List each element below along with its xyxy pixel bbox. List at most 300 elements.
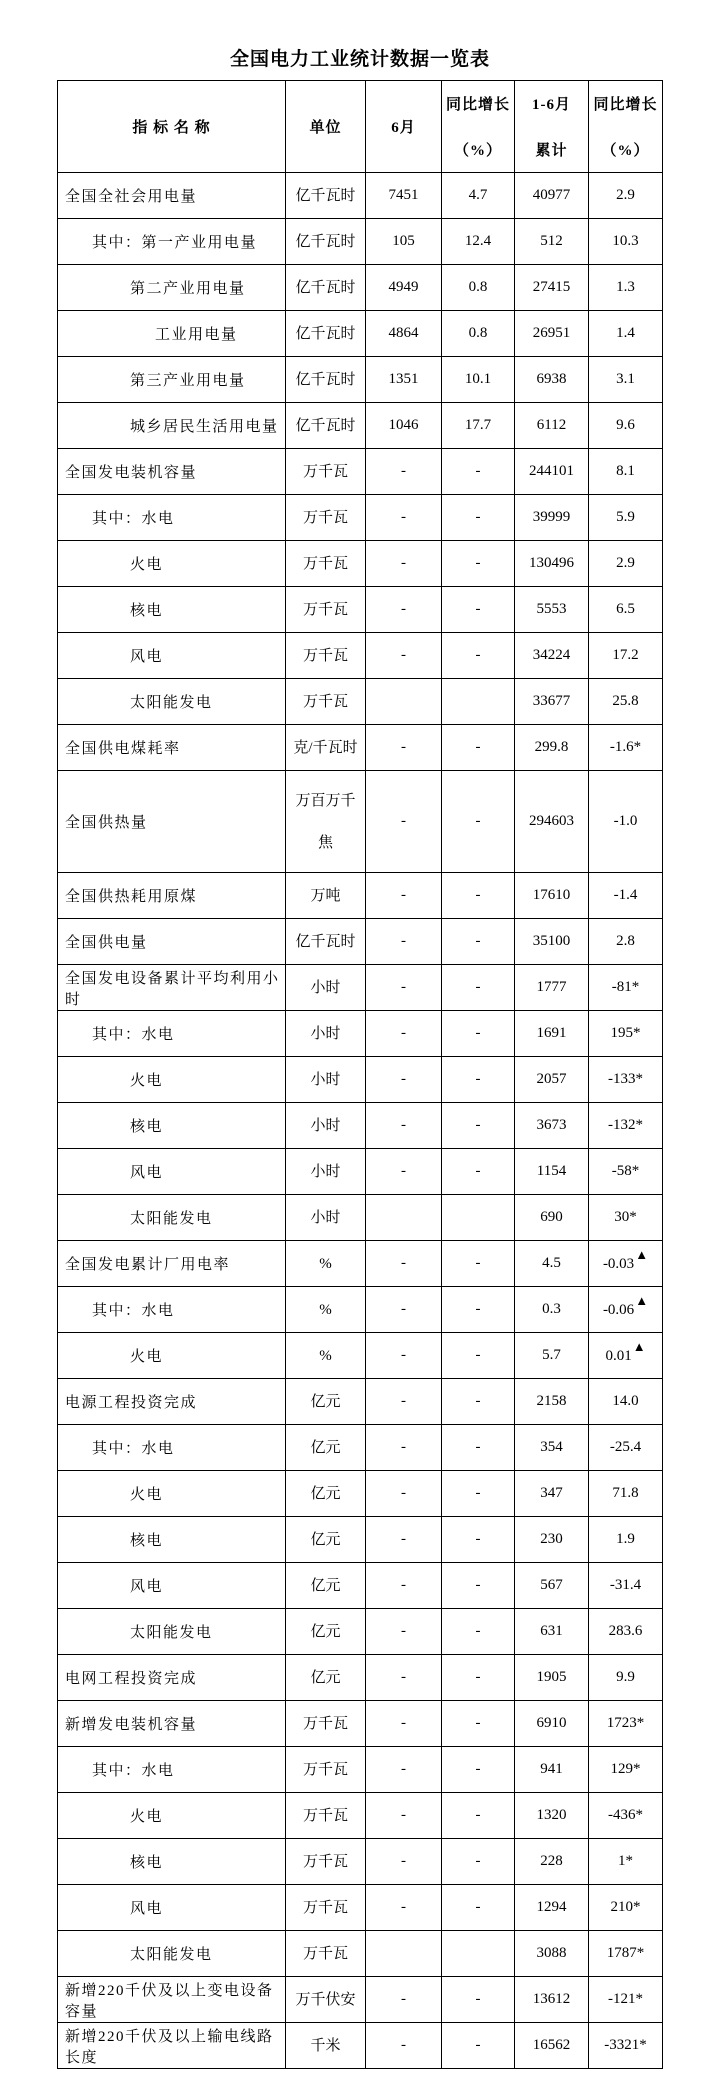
yoy-june-value: - xyxy=(442,1885,515,1931)
indicator-name: 风电 xyxy=(58,1885,286,1931)
table-row xyxy=(58,311,663,357)
indicator-name: 电源工程投资完成 xyxy=(58,1379,286,1425)
cumulative-value: 512 xyxy=(515,219,589,265)
cumulative-value: 17610 xyxy=(515,873,589,919)
yoy-cumulative-value: 2.9 xyxy=(589,541,663,587)
june-value: - xyxy=(366,1563,442,1609)
unit-cell: 万千瓦 xyxy=(286,1701,366,1747)
yoy-cumulative-value: 1787* xyxy=(589,1931,663,1977)
yoy-cumulative-value: -1.0 xyxy=(589,771,663,873)
yoy-cumulative-value: -1.6* xyxy=(589,725,663,771)
yoy-june-value: - xyxy=(442,1149,515,1195)
unit-cell: 万千瓦 xyxy=(286,449,366,495)
unit-cell: 克/千瓦时 xyxy=(286,725,366,771)
cumulative-value: 0.3 xyxy=(515,1287,589,1333)
june-value: 1351 xyxy=(366,357,442,403)
yoy-june-value: - xyxy=(442,1839,515,1885)
cumulative-value: 39999 xyxy=(515,495,589,541)
table-row xyxy=(58,2023,663,2069)
june-value: - xyxy=(366,1287,442,1333)
indicator-name: 工业用电量 xyxy=(58,311,286,357)
col-header-indicator: 指 标 名 称 xyxy=(58,81,286,173)
yoy-cumulative-value: -133* xyxy=(589,1057,663,1103)
cumulative-value: 2057 xyxy=(515,1057,589,1103)
cumulative-value: 1154 xyxy=(515,1149,589,1195)
unit-cell: 亿元 xyxy=(286,1563,366,1609)
indicator-name: 其中：第一产业用电量 xyxy=(58,219,286,265)
unit-cell: 小时 xyxy=(286,1057,366,1103)
yoy-cumulative-value: -132* xyxy=(589,1103,663,1149)
june-value: 4949 xyxy=(366,265,442,311)
col-header-june: 6月 xyxy=(366,81,442,173)
col-header-yoy-june-line2: （%） xyxy=(453,142,502,159)
cumulative-value: 6112 xyxy=(515,403,589,449)
june-value xyxy=(366,1931,442,1977)
header-row xyxy=(58,81,663,173)
cumulative-value: 40977 xyxy=(515,173,589,219)
table-row xyxy=(58,1839,663,1885)
june-value: - xyxy=(366,541,442,587)
yoy-june-value xyxy=(442,1931,515,1977)
june-value: - xyxy=(366,873,442,919)
june-value: - xyxy=(366,1379,442,1425)
unit-cell: 万千瓦 xyxy=(286,633,366,679)
june-value: - xyxy=(366,449,442,495)
table-row xyxy=(58,449,663,495)
col-header-cumulative-line1: 1-6月 xyxy=(532,97,571,114)
table-row xyxy=(58,725,663,771)
yoy-cumulative-value: 5.9 xyxy=(589,495,663,541)
yoy-cumulative-value: -25.4 xyxy=(589,1425,663,1471)
yoy-cumulative-value: -0.03▲ xyxy=(589,1241,663,1287)
cumulative-value: 33677 xyxy=(515,679,589,725)
unit-cell: 亿千瓦时 xyxy=(286,219,366,265)
unit-cell: 亿千瓦时 xyxy=(286,265,366,311)
table-row xyxy=(58,495,663,541)
indicator-name: 其中：水电 xyxy=(58,1287,286,1333)
yoy-cumulative-value: 1.3 xyxy=(589,265,663,311)
indicator-name: 全国发电装机容量 xyxy=(58,449,286,495)
table-row xyxy=(58,1563,663,1609)
yoy-cumulative-value: -31.4 xyxy=(589,1563,663,1609)
indicator-name: 全国供电煤耗率 xyxy=(58,725,286,771)
table-row xyxy=(58,1471,663,1517)
yoy-cumulative-value: -3321* xyxy=(589,2023,663,2069)
table-row xyxy=(58,1747,663,1793)
table-row xyxy=(58,679,663,725)
unit-cell: 亿千瓦时 xyxy=(286,403,366,449)
cumulative-value: 6938 xyxy=(515,357,589,403)
col-header-yoy-cumulative-stack xyxy=(589,81,662,172)
yoy-cumulative-value: 14.0 xyxy=(589,1379,663,1425)
unit-cell: 小时 xyxy=(286,1149,366,1195)
cumulative-value: 1777 xyxy=(515,965,589,1011)
yoy-june-value: - xyxy=(442,495,515,541)
indicator-name: 第二产业用电量 xyxy=(58,265,286,311)
unit-cell: % xyxy=(286,1333,366,1379)
yoy-june-value: - xyxy=(442,541,515,587)
triangle-marker: ▲ xyxy=(635,1246,649,1262)
indicator-name: 太阳能发电 xyxy=(58,1931,286,1977)
indicator-name: 新增发电装机容量 xyxy=(58,1701,286,1747)
cumulative-value: 567 xyxy=(515,1563,589,1609)
col-header-cumulative xyxy=(515,81,589,173)
june-value: - xyxy=(366,1839,442,1885)
table-row xyxy=(58,873,663,919)
table-body xyxy=(58,173,663,2069)
cumulative-value: 299.8 xyxy=(515,725,589,771)
cumulative-value: 354 xyxy=(515,1425,589,1471)
june-value: 105 xyxy=(366,219,442,265)
table-row xyxy=(58,587,663,633)
yoy-cumulative-value: 283.6 xyxy=(589,1609,663,1655)
yoy-june-value: - xyxy=(442,1057,515,1103)
cumulative-value: 1294 xyxy=(515,1885,589,1931)
yoy-cumulative-value: -1.4 xyxy=(589,873,663,919)
cumulative-value: 13612 xyxy=(515,1977,589,2023)
unit-cell: 万千瓦 xyxy=(286,541,366,587)
indicator-name: 全国发电设备累计平均利用小时 xyxy=(58,965,286,1011)
yoy-cumulative-value: 1723* xyxy=(589,1701,663,1747)
june-value: 1046 xyxy=(366,403,442,449)
unit-cell: 亿元 xyxy=(286,1471,366,1517)
yoy-cumulative-value: 129* xyxy=(589,1747,663,1793)
indicator-name: 电网工程投资完成 xyxy=(58,1655,286,1701)
june-value: - xyxy=(366,495,442,541)
yoy-cumulative-value: 2.8 xyxy=(589,919,663,965)
unit-cell: 小时 xyxy=(286,1103,366,1149)
cumulative-value: 5553 xyxy=(515,587,589,633)
yoy-june-value: - xyxy=(442,1701,515,1747)
yoy-cumulative-value: 1.4 xyxy=(589,311,663,357)
unit-cell: 小时 xyxy=(286,965,366,1011)
unit-cell: 亿千瓦时 xyxy=(286,173,366,219)
june-value: - xyxy=(366,771,442,873)
june-value: - xyxy=(366,1793,442,1839)
cumulative-value: 3673 xyxy=(515,1103,589,1149)
yoy-cumulative-value: -58* xyxy=(589,1149,663,1195)
unit-cell: 万千瓦 xyxy=(286,1793,366,1839)
table-row xyxy=(58,541,663,587)
indicator-name: 火电 xyxy=(58,1333,286,1379)
statistics-table xyxy=(57,80,663,2069)
yoy-cumulative-value: 2.9 xyxy=(589,173,663,219)
cumulative-value: 230 xyxy=(515,1517,589,1563)
table-row xyxy=(58,1425,663,1471)
table-row xyxy=(58,1149,663,1195)
yoy-june-value: - xyxy=(442,633,515,679)
yoy-june-value: - xyxy=(442,1471,515,1517)
yoy-cumulative-value: 9.9 xyxy=(589,1655,663,1701)
indicator-name: 太阳能发电 xyxy=(58,1609,286,1655)
indicator-name: 风电 xyxy=(58,1149,286,1195)
unit-cell: 万千瓦 xyxy=(286,679,366,725)
unit-cell: 万吨 xyxy=(286,873,366,919)
unit-cell: 小时 xyxy=(286,1011,366,1057)
table-row xyxy=(58,1103,663,1149)
yoy-june-value: - xyxy=(442,449,515,495)
june-value: - xyxy=(366,1103,442,1149)
col-header-yoy-june-line1: 同比增长 xyxy=(445,97,510,114)
col-header-yoy-june xyxy=(442,81,515,173)
indicator-name: 火电 xyxy=(58,1057,286,1103)
june-value: - xyxy=(366,1701,442,1747)
yoy-cumulative-value: 1.9 xyxy=(589,1517,663,1563)
cumulative-value: 2158 xyxy=(515,1379,589,1425)
indicator-name: 风电 xyxy=(58,633,286,679)
indicator-name: 火电 xyxy=(58,1793,286,1839)
june-value: 4864 xyxy=(366,311,442,357)
yoy-cumulative-value: 1* xyxy=(589,1839,663,1885)
yoy-june-value: - xyxy=(442,1609,515,1655)
cumulative-value: 34224 xyxy=(515,633,589,679)
yoy-june-value: - xyxy=(442,1333,515,1379)
table-row xyxy=(58,633,663,679)
unit-cell: 亿千瓦时 xyxy=(286,311,366,357)
yoy-june-value: - xyxy=(442,1563,515,1609)
yoy-june-value: - xyxy=(442,1241,515,1287)
col-header-cumulative-line2: 累计 xyxy=(535,142,568,159)
cumulative-value: 631 xyxy=(515,1609,589,1655)
unit-cell: 万百万千焦 xyxy=(286,771,366,873)
june-value: - xyxy=(366,1471,442,1517)
cumulative-value: 690 xyxy=(515,1195,589,1241)
indicator-name: 全国全社会用电量 xyxy=(58,173,286,219)
indicator-name: 其中：水电 xyxy=(58,1011,286,1057)
cumulative-value: 244101 xyxy=(515,449,589,495)
unit-cell: 亿元 xyxy=(286,1655,366,1701)
yoy-june-value: - xyxy=(442,965,515,1011)
indicator-name: 火电 xyxy=(58,541,286,587)
yoy-june-value: - xyxy=(442,771,515,873)
unit-cell: 万千瓦 xyxy=(286,495,366,541)
yoy-june-value: 0.8 xyxy=(442,311,515,357)
unit-cell: 亿千瓦时 xyxy=(286,919,366,965)
triangle-marker: ▲ xyxy=(635,1292,649,1308)
yoy-cumulative-value: 9.6 xyxy=(589,403,663,449)
cumulative-value: 3088 xyxy=(515,1931,589,1977)
indicator-name: 核电 xyxy=(58,1839,286,1885)
june-value: - xyxy=(366,1655,442,1701)
june-value: - xyxy=(366,1609,442,1655)
unit-cell: 小时 xyxy=(286,1195,366,1241)
cumulative-value: 27415 xyxy=(515,265,589,311)
indicator-name: 全国发电累计厂用电率 xyxy=(58,1241,286,1287)
june-value: - xyxy=(366,1149,442,1195)
cumulative-value: 941 xyxy=(515,1747,589,1793)
indicator-name: 城乡居民生活用电量 xyxy=(58,403,286,449)
yoy-cumulative-value: 10.3 xyxy=(589,219,663,265)
cumulative-value: 16562 xyxy=(515,2023,589,2069)
yoy-june-value: - xyxy=(442,1793,515,1839)
col-header-cumulative-stack xyxy=(515,81,588,172)
yoy-cumulative-value: 195* xyxy=(589,1011,663,1057)
yoy-cumulative-value: 8.1 xyxy=(589,449,663,495)
yoy-june-value: - xyxy=(442,919,515,965)
unit-cell: 万千瓦 xyxy=(286,1931,366,1977)
yoy-june-value: - xyxy=(442,1287,515,1333)
yoy-cumulative-value: 25.8 xyxy=(589,679,663,725)
indicator-name: 全国供热耗用原煤 xyxy=(58,873,286,919)
table-row xyxy=(58,1241,663,1287)
indicator-name: 全国供热量 xyxy=(58,771,286,873)
indicator-name: 核电 xyxy=(58,1103,286,1149)
table-row xyxy=(58,265,663,311)
cumulative-value: 130496 xyxy=(515,541,589,587)
indicator-name: 火电 xyxy=(58,1471,286,1517)
cumulative-value: 1320 xyxy=(515,1793,589,1839)
unit-cell: 亿元 xyxy=(286,1425,366,1471)
yoy-june-value: 4.7 xyxy=(442,173,515,219)
yoy-june-value: - xyxy=(442,1425,515,1471)
june-value: 7451 xyxy=(366,173,442,219)
unit-cell: 万千瓦 xyxy=(286,587,366,633)
indicator-name: 第三产业用电量 xyxy=(58,357,286,403)
june-value: - xyxy=(366,1241,442,1287)
june-value: - xyxy=(366,1885,442,1931)
cumulative-value: 1905 xyxy=(515,1655,589,1701)
yoy-june-value: 12.4 xyxy=(442,219,515,265)
unit-cell: 亿元 xyxy=(286,1379,366,1425)
cumulative-value: 35100 xyxy=(515,919,589,965)
yoy-june-value xyxy=(442,679,515,725)
unit-cell: 亿元 xyxy=(286,1609,366,1655)
yoy-cumulative-value: 3.1 xyxy=(589,357,663,403)
table-row xyxy=(58,1931,663,1977)
table-row xyxy=(58,173,663,219)
june-value xyxy=(366,1195,442,1241)
indicator-name: 其中：水电 xyxy=(58,1747,286,1793)
indicator-name: 核电 xyxy=(58,1517,286,1563)
yoy-june-value: - xyxy=(442,587,515,633)
unit-cell: 亿元 xyxy=(286,1517,366,1563)
indicator-name: 风电 xyxy=(58,1563,286,1609)
unit-cell: 万千瓦 xyxy=(286,1747,366,1793)
unit-cell: 万千伏安 xyxy=(286,1977,366,2023)
unit-cell: 千米 xyxy=(286,2023,366,2069)
yoy-june-value: - xyxy=(442,1103,515,1149)
unit-cell: 万千瓦 xyxy=(286,1885,366,1931)
unit-cell: % xyxy=(286,1287,366,1333)
yoy-cumulative-value: 210* xyxy=(589,1885,663,1931)
june-value: - xyxy=(366,1517,442,1563)
col-header-yoy-cumulative-line1: 同比增长 xyxy=(593,97,658,114)
cumulative-value: 228 xyxy=(515,1839,589,1885)
june-value: - xyxy=(366,587,442,633)
cumulative-value: 5.7 xyxy=(515,1333,589,1379)
table-row xyxy=(58,965,663,1011)
table-row xyxy=(58,1701,663,1747)
table-row xyxy=(58,1011,663,1057)
indicator-name: 太阳能发电 xyxy=(58,1195,286,1241)
table-row xyxy=(58,1057,663,1103)
table-row xyxy=(58,1655,663,1701)
page-title: 全国电力工业统计数据一览表 xyxy=(229,49,490,70)
table-row xyxy=(58,1977,663,2023)
yoy-june-value: - xyxy=(442,1011,515,1057)
table-row xyxy=(58,1287,663,1333)
cumulative-value: 294603 xyxy=(515,771,589,873)
indicator-name: 新增220千伏及以上变电设备容量 xyxy=(58,1977,286,2023)
june-value xyxy=(366,679,442,725)
yoy-cumulative-value: -81* xyxy=(589,965,663,1011)
table-row xyxy=(58,919,663,965)
yoy-june-value: - xyxy=(442,2023,515,2069)
table-row xyxy=(58,1885,663,1931)
table-row xyxy=(58,403,663,449)
col-header-yoy-cumulative xyxy=(589,81,663,173)
yoy-june-value xyxy=(442,1195,515,1241)
indicator-name: 新增220千伏及以上输电线路长度 xyxy=(58,2023,286,2069)
table-row xyxy=(58,1517,663,1563)
yoy-june-value: 10.1 xyxy=(442,357,515,403)
unit-cell: 亿千瓦时 xyxy=(286,357,366,403)
june-value: - xyxy=(366,919,442,965)
yoy-june-value: - xyxy=(442,1379,515,1425)
yoy-june-value: - xyxy=(442,725,515,771)
indicator-name: 其中：水电 xyxy=(58,495,286,541)
col-header-unit: 单位 xyxy=(286,81,366,173)
june-value: - xyxy=(366,1425,442,1471)
table-row xyxy=(58,1379,663,1425)
cumulative-value: 347 xyxy=(515,1471,589,1517)
yoy-june-value: - xyxy=(442,873,515,919)
yoy-cumulative-value: 17.2 xyxy=(589,633,663,679)
yoy-cumulative-value: -0.06▲ xyxy=(589,1287,663,1333)
yoy-cumulative-value: 0.01▲ xyxy=(589,1333,663,1379)
june-value: - xyxy=(366,1333,442,1379)
yoy-cumulative-value: -436* xyxy=(589,1793,663,1839)
june-value: - xyxy=(366,965,442,1011)
yoy-cumulative-value: 71.8 xyxy=(589,1471,663,1517)
indicator-name: 全国供电量 xyxy=(58,919,286,965)
yoy-june-value: 17.7 xyxy=(442,403,515,449)
table-row xyxy=(58,219,663,265)
yoy-cumulative-value: -121* xyxy=(589,1977,663,2023)
indicator-name: 核电 xyxy=(58,587,286,633)
table-row xyxy=(58,357,663,403)
col-header-yoy-cumulative-line2: （%） xyxy=(601,142,650,159)
unit-cell: % xyxy=(286,1241,366,1287)
yoy-cumulative-value: 30* xyxy=(589,1195,663,1241)
col-header-yoy-june-stack xyxy=(442,81,514,172)
cumulative-value: 1691 xyxy=(515,1011,589,1057)
cumulative-value: 4.5 xyxy=(515,1241,589,1287)
june-value: - xyxy=(366,1057,442,1103)
june-value: - xyxy=(366,1747,442,1793)
yoy-june-value: - xyxy=(442,1655,515,1701)
table-row xyxy=(58,771,663,873)
yoy-june-value: 0.8 xyxy=(442,265,515,311)
june-value: - xyxy=(366,633,442,679)
table-row xyxy=(58,1793,663,1839)
june-value: - xyxy=(366,2023,442,2069)
june-value: - xyxy=(366,1011,442,1057)
june-value: - xyxy=(366,725,442,771)
unit-cell: 万千瓦 xyxy=(286,1839,366,1885)
table-row xyxy=(58,1333,663,1379)
yoy-june-value: - xyxy=(442,1747,515,1793)
yoy-cumulative-value: 6.5 xyxy=(589,587,663,633)
june-value: - xyxy=(366,1977,442,2023)
table-row xyxy=(58,1195,663,1241)
indicator-name: 太阳能发电 xyxy=(58,679,286,725)
yoy-june-value: - xyxy=(442,1977,515,2023)
indicator-name: 其中：水电 xyxy=(58,1425,286,1471)
cumulative-value: 6910 xyxy=(515,1701,589,1747)
yoy-june-value: - xyxy=(442,1517,515,1563)
table-row xyxy=(58,1609,663,1655)
